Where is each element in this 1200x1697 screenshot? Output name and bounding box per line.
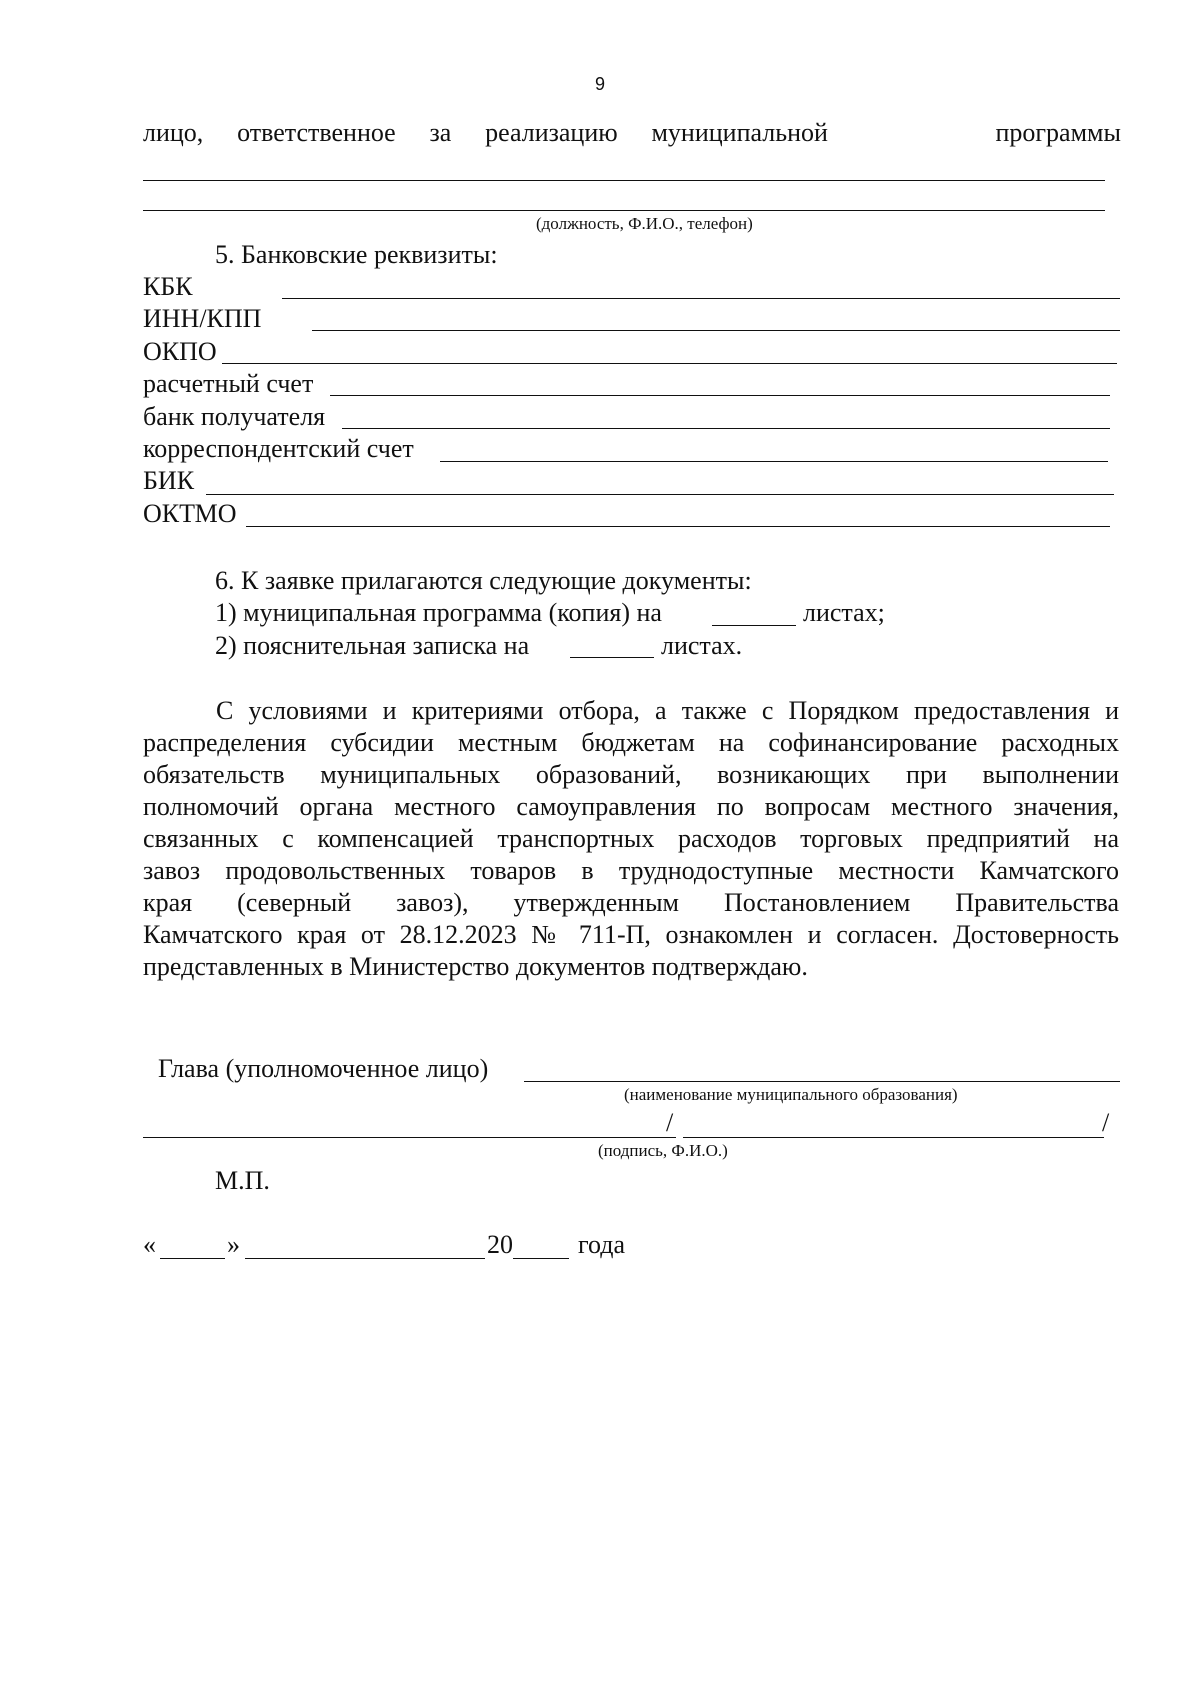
- responsible-word: программы: [995, 118, 1121, 147]
- full-name-field-line[interactable]: [683, 1137, 1104, 1138]
- documents-item-1-prefix: 1) муниципальная программа (копия) на: [215, 598, 662, 627]
- responsible-word: муниципальной: [651, 118, 828, 147]
- bank-field-label-account: расчетный счет: [143, 369, 314, 398]
- spacer: [862, 118, 962, 148]
- bank-field-line-corr-account[interactable]: [440, 461, 1108, 462]
- bank-field-label-oktmo: ОКТМО: [143, 499, 237, 528]
- date-year-prefix: 20: [487, 1230, 513, 1259]
- agreement-line: распределения субсидии местным бюджетам на софинансирование расходных: [143, 728, 1119, 757]
- agreement-line: края (северный завоз), утвержденным Постановлением Правительства: [143, 888, 1119, 917]
- date-close-quote: »: [227, 1230, 240, 1259]
- bank-field-line-account[interactable]: [330, 395, 1110, 396]
- responsible-word: реализацию: [485, 118, 618, 147]
- page-number: 9: [594, 74, 605, 94]
- agreement-line: завоз продовольственных товаров в труднодоступные местности Камчатского: [143, 856, 1119, 885]
- bank-field-line-inn-kpp[interactable]: [312, 330, 1120, 331]
- agreement-line: Камчатского края от 28.12.2023 № 711-П, ознакомлен и согласен. Достоверность: [143, 920, 1119, 949]
- date-year-suffix: года: [578, 1230, 626, 1259]
- bank-field-label-bank: банк получателя: [143, 402, 326, 431]
- date-day-field[interactable]: [160, 1258, 225, 1259]
- documents-item-2-sheets-field[interactable]: [570, 657, 654, 658]
- bank-heading: 5. Банковские реквизиты:: [215, 240, 498, 269]
- municipality-field-line[interactable]: [524, 1081, 1120, 1082]
- stamp-label: М.П.: [215, 1166, 270, 1195]
- signature-separator: /: [666, 1108, 674, 1137]
- responsible-word: за: [429, 118, 452, 147]
- agreement-line: представленных в Министерство документов подтверждаю.: [143, 952, 808, 981]
- date-month-field[interactable]: [245, 1258, 485, 1259]
- documents-item-1-sheets-field[interactable]: [712, 625, 796, 626]
- responsible-word: ответственное: [237, 118, 396, 147]
- head-label: Глава (уполномоченное лицо): [158, 1054, 489, 1083]
- bank-field-line-okpo[interactable]: [222, 363, 1117, 364]
- agreement-paragraph: [143, 695, 1119, 983]
- responsible-field-line-1[interactable]: [143, 180, 1105, 181]
- signature-field-line[interactable]: [143, 1137, 676, 1138]
- municipality-caption: (наименование муниципального образования): [624, 1085, 958, 1104]
- agreement-line: связанных с компенсацией транспортных расходов торговых предприятий на: [143, 824, 1119, 853]
- bank-field-line-bik[interactable]: [206, 494, 1114, 495]
- agreement-line: полномочий органа местного самоуправления по вопросам местного значения,: [143, 792, 1119, 821]
- date-open-quote: «: [143, 1230, 156, 1259]
- responsible-caption: (должность, Ф.И.О., телефон): [536, 214, 753, 233]
- bank-field-label-bik: БИК: [143, 466, 195, 495]
- bank-field-label-okpo: ОКПО: [143, 337, 217, 366]
- bank-field-label-corr-account: корреспондентский счет: [143, 434, 414, 463]
- documents-item-2-suffix: листах.: [661, 631, 743, 660]
- documents-item-2-prefix: 2) пояснительная записка на: [215, 631, 530, 660]
- bank-field-label-inn-kpp: ИНН/КПП: [143, 304, 262, 333]
- bank-field-line-kbk[interactable]: [282, 298, 1120, 299]
- responsible-field-line-2[interactable]: [143, 210, 1105, 211]
- agreement-line: обязательств муниципальных образований, возникающих при выполнении: [143, 760, 1119, 789]
- bank-field-label-kbk: КБК: [143, 272, 193, 301]
- date-year-field[interactable]: [513, 1258, 569, 1259]
- bank-field-line-bank[interactable]: [342, 428, 1110, 429]
- responsible-word: лицо,: [143, 118, 204, 147]
- documents-heading: 6. К заявке прилагаются следующие документы:: [215, 566, 752, 595]
- signature-caption: (подпись, Ф.И.О.): [598, 1141, 728, 1160]
- agreement-line: С условиями и критериями отбора, а также с Порядком предоставления и: [216, 696, 1119, 725]
- bank-field-line-oktmo[interactable]: [246, 526, 1110, 527]
- signature-separator-end: /: [1102, 1108, 1110, 1137]
- responsible-person-line: [143, 118, 1121, 148]
- documents-item-1-suffix: листах;: [803, 598, 885, 627]
